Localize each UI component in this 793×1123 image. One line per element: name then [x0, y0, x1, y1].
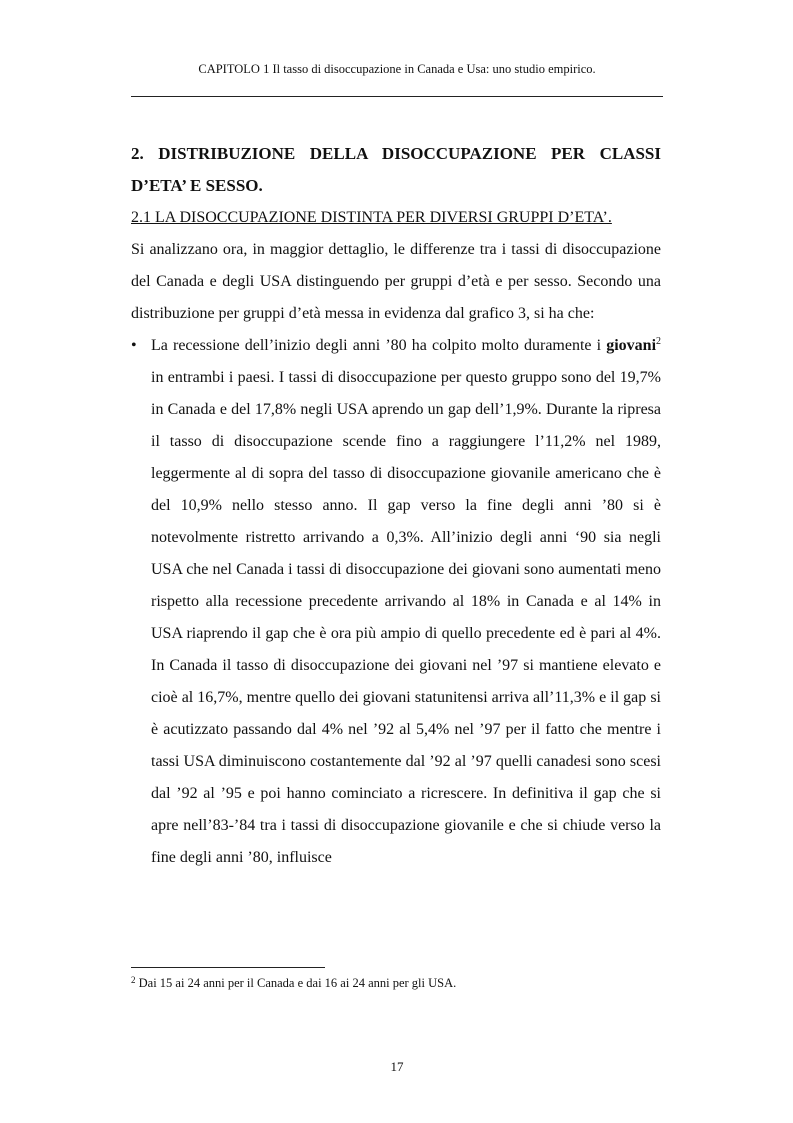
- footnote-reference: 2: [656, 336, 662, 347]
- footnote-divider: [131, 967, 325, 968]
- page-number: 17: [390, 1059, 404, 1074]
- footnote-text: Dai 15 ai 24 anni per il Canada e dai 16 ai 24 anni per gli USA.: [138, 976, 457, 990]
- running-header: [131, 62, 663, 77]
- intro-paragraph: Si analizzano ora, in maggior dettaglio, le differenze tra i tassi di disoccupazione del Canada e degli USA distinguendo per gruppi d’età e per sesso. Secondo una distribuzione per gruppi d’età messa in evidenza dal grafico 3, si ha che:: [131, 241, 661, 322]
- section-title: 2. DISTRIBUZIONE DELLA DISOCCUPAZIONE PER CLASSI D’ETA’ E SESSO.: [131, 144, 661, 195]
- footnote: [131, 975, 661, 991]
- footnote-number: 2: [131, 975, 136, 985]
- bullet-item: [131, 330, 661, 874]
- bullet-lead-text: La recessione dell’inizio degli anni ’80 ha colpito molto duramente i: [151, 337, 602, 354]
- bullet-body-text: in entrambi i paesi. I tassi di disoccupazione per questo gruppo sono del 19,7% in Canada e del 17,8% negli USA aprendo un gap dell’1,9%. Durante la ripresa il tasso di disoccupazione scende fino a raggiungere l’11,2% nel 1989, leggermente al di sopra del tasso di disoccupazione giovanile americano che è del 10,9% nello stesso anno. Il gap verso la fine degli anni ’80 si è notevolmente ristretto arrivando a 0,3%. All’inizio degli anni ‘90 sia negli USA che nel Canada i tassi di disoccupazione dei giovani sono aumentati meno rispetto alla recessione precedente arrivando al 18% in Canada e al 14% in USA riaprendo il gap che è ora più ampio di quello precedente ed è pari al 4%. In Canada il tasso di disoccupazione dei giovani nel ’97 si mantiene elevato e cioè al 16,7%, mentre quello dei giovani statunitensi arriva all’11,3% e il gap si è acutizzato passando dal 4% nel ’92 al 5,4% nel ’97 per il fatto che mentre i tassi USA diminuiscono costantemente dal ’92 al ’97 quelli canadesi sono scesi dal ’92 al ’95 e poi hanno cominciato a ricrescere. In definitiva il gap che si apre nell’83-’84 tra i tassi di disoccupazione giovanile e che si chiude verso la fine degli anni ’80, influisce: [151, 369, 661, 866]
- bullet-icon: •: [131, 337, 137, 354]
- subsection-title: 2.1 LA DISOCCUPAZIONE DISTINTA PER DIVERSI GRUPPI D’ETA’.: [131, 209, 612, 226]
- header-divider: [131, 96, 663, 97]
- page-body: [131, 138, 661, 874]
- bullet-emphasis: giovani: [606, 337, 657, 354]
- running-title: CAPITOLO 1 Il tasso di disoccupazione in Canada e Usa: uno studio empirico.: [198, 62, 596, 76]
